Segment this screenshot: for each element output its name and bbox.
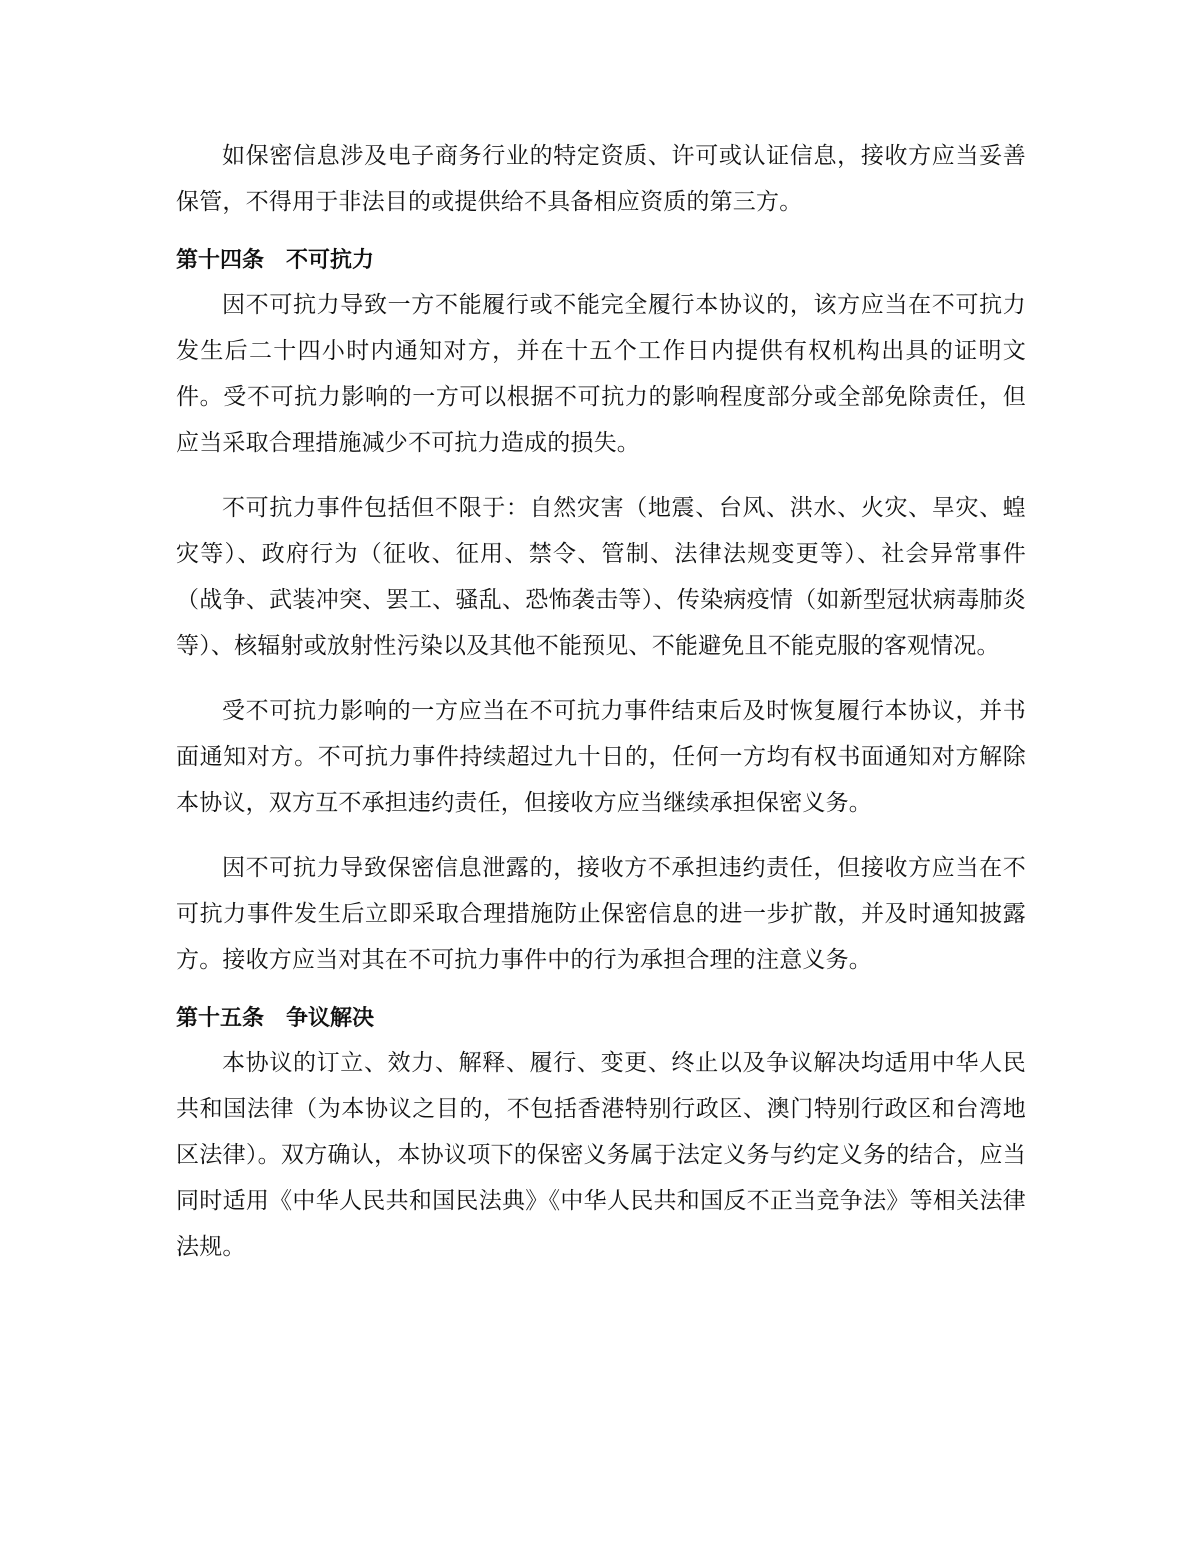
paragraph-force-majeure-events: 不可抗力事件包括但不限于：自然灾害（地震、台风、洪水、火灾、旱灾、蝗灾等）、政府行为（征收、征用、禁令、管制、法律法规变更等）、社会异常事件（战争、武装冲突、罢工、骚乱、恐怖袭击等）、传染病疫情（如新型冠状病毒肺炎等）、核辐射或放射性污染以及其他不能预见、不能避免且不能克服的客观情况。: [176, 495, 1026, 659]
heading-article-15: 第十五条 争议解决: [176, 1006, 375, 1031]
paragraph-qualification-info: 如保密信息涉及电子商务行业的特定资质、许可或认证信息，接收方应当妥善保管，不得用于非法目的或提供给不具备相应资质的第三方。: [176, 143, 1026, 215]
document-body: [176, 133, 1026, 1270]
paragraph-governing-law: 本协议的订立、效力、解释、履行、变更、终止以及争议解决均适用中华人民共和国法律（为本协议之目的，不包括香港特别行政区、澳门特别行政区和台湾地区法律）。双方确认，本协议项下的保密义务属于法定义务与约定义务的结合，应当同时适用《中华人民共和国民法典》《中华人民共和国反不正当竞争法》等相关法律法规。: [176, 1050, 1026, 1260]
paragraph-force-majeure-disclosure: 因不可抗力导致保密信息泄露的，接收方不承担违约责任，但接收方应当在不可抗力事件发生后立即采取合理措施防止保密信息的进一步扩散，并及时通知披露方。接收方应当对其在不可抗力事件中的行为承担合理的注意义务。: [176, 855, 1026, 973]
paragraph-force-majeure-notice: 因不可抗力导致一方不能履行或不能完全履行本协议的，该方应当在不可抗力发生后二十四小时内通知对方，并在十五个工作日内提供有权机构出具的证明文件。受不可抗力影响的一方可以根据不可抗力的影响程度部分或全部免除责任，但应当采取合理措施减少不可抗力造成的损失。: [176, 292, 1026, 456]
heading-article-14: 第十四条 不可抗力: [176, 248, 375, 273]
paragraph-force-majeure-resumption: 受不可抗力影响的一方应当在不可抗力事件结束后及时恢复履行本协议，并书面通知对方。不可抗力事件持续超过九十日的，任何一方均有权书面通知对方解除本协议，双方互不承担违约责任，但接收方应当继续承担保密义务。: [176, 698, 1026, 816]
